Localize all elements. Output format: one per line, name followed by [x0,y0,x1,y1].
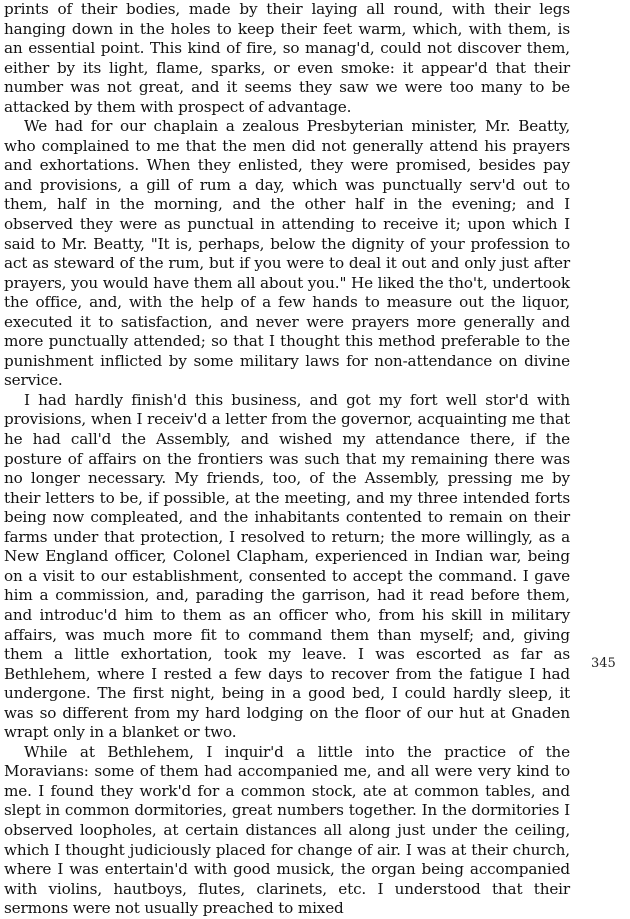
paragraph-2: We had for our chaplain a zealous Presbyterian minister, Mr. Beatty, who complained to me that the men did not generally attend his prayers and exhortations. When they enlisted, they were promised, besides pay and provisions, a gill of rum a day, which was punctually serv'd out to them, half in the morning, and the other half in the evening; and I observed they were as punctual in attending to receive it; upon which I said to Mr. Beatty, "It is, perhaps, below the dignity of your profession to act as steward of the rum, but if you were to deal it out and only just after prayers, you would have them all about you." He liked the tho't, undertook the office, and, with the help of a few hands to measure out the liquor, executed it to satisfaction, and never were prayers more generally and more punctually attended; so that I thought this method preferable to the punishment inflicted by some military laws for non-attendance on divine service. [4,117,570,390]
paragraph-4: While at Bethlehem, I inquir'd a little into the practice of the Moravians: some of them had accompanied me, and all were very kind to me. I found they work'd for a common stock, ate at common tables, and slept in common dormitories, great numbers together. In the dormitories I observed loopholes, at certain distances all along just under the ceiling, which I thought judiciously placed for change of air. I was at their church, where I was entertain'd with good musick, the organ being accompanied with violins, hautboys, flutes, clarinets, etc. I understood that their sermons were not usually preached to mixed [4,742,570,918]
paragraph-3: I had hardly finish'd this business, and got my fort well stor'd with provisions, when I receiv'd a letter from the governor, acquainting me that he had call'd the Assembly, and wished my attendance there, if the posture of affairs on the frontiers was such that my remaining there was no longer necessary. My friends, too, of the Assembly, pressing me by their letters to be, if possible, at the meeting, and my three intended forts being now compleated, and the inhabitants contented to remain on their farms under that protection, I resolved to return; the more willingly, as a New England officer, Colonel Clapham, experienced in Indian war, being on a visit to our establishment, consented to accept the command. I gave him a commission, and, parading the garrison, had it read before them, and introduc'd him to them as an officer who, from his skill in military affairs, was much more fit to command them than myself; and, giving them a little exhortation, took my leave. I was escorted as far as Bethlehem, where I rested a few days to recover from the fatigue I had undergone. The first night, being in a good bed, I could hardly sleep, it was so different from my hard lodging on the floor of our hut at Gnaden wrapt only in a blanket or two. [4,390,570,742]
paragraph-1: prints of their bodies, made by their laying all round, with their legs hanging down in the holes to keep their feet warm, which, with them, is an essential point. This kind of fire, so manag'd, could not discover them, either by its light, flame, sparks, or even smoke: it appear'd that their number was not great, and it seems they saw we were too many to be attacked by them with prospect of advantage. [4,0,570,116]
document-page [4,0,570,919]
page-number: 345 [591,656,616,671]
